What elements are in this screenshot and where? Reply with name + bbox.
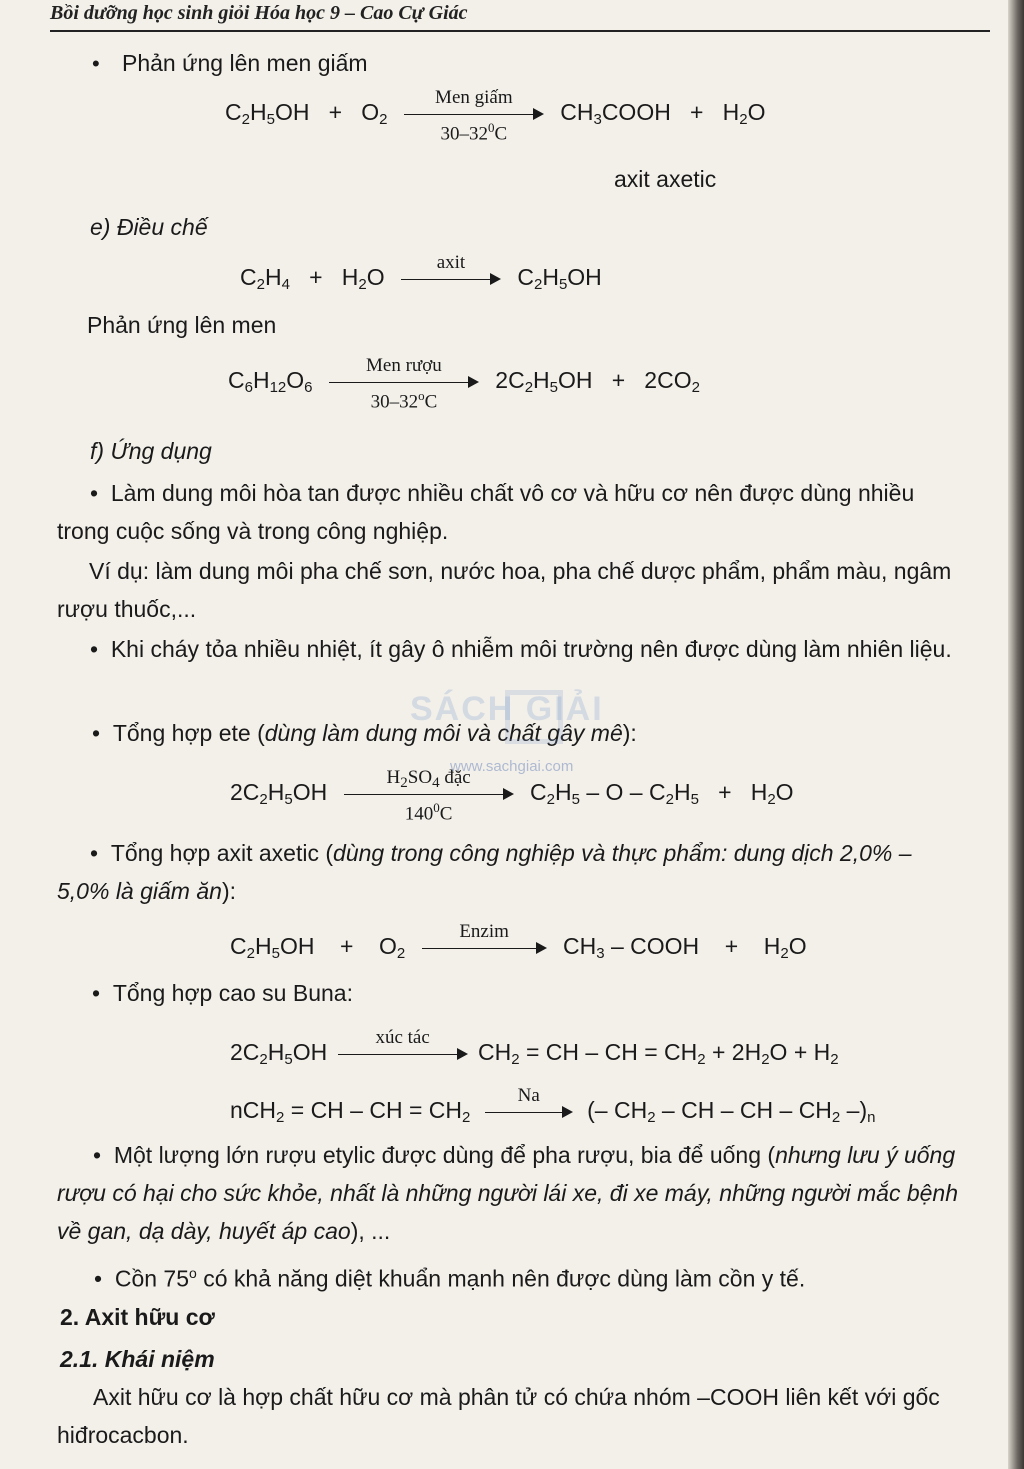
bullet-ete: • Tổng hợp ete (dùng làm dung môi và chất gây mê):	[92, 720, 637, 746]
note-axit-axetic: axit axetic	[614, 166, 717, 192]
bullet-dung-moi: • Làm dung môi hòa tan được nhiều chất vô cơ và hữu cơ nên được dùng nhiều trong cuộc sống và trong công nghiệp.	[57, 480, 915, 544]
heading-axit-huu-co: 2. Axit hữu cơ	[60, 1304, 215, 1330]
reaction-arrow: axit	[401, 259, 501, 299]
text-khai-niem: Axit hữu cơ là hợp chất hữu cơ mà phân tử có chứa nhóm –COOH liên kết với gốc hiđrocacbon.	[57, 1384, 940, 1448]
bullet-cao-su: • Tổng hợp cao su Buna:	[92, 980, 353, 1006]
equation-len-men: $C_6H_{12}O_6$ Men rượu 30–32$^o$C $2C_2H_5OH$ + $2CO_2$	[228, 354, 700, 413]
reaction-arrow: $H_2SO_4$ đặc $140^0C$	[344, 774, 514, 814]
equation-men-giam: $C_2H_5OH$ + $O_2$ Men giấm $30-32^0C$ $CH_3COOH$ + $H_2O$	[225, 86, 766, 145]
reaction-arrow: Men rượu 30–32$^o$C	[329, 362, 479, 402]
reaction-arrow: xúc tác	[338, 1034, 468, 1074]
heading-dieu-che: e) Điều chế	[90, 214, 208, 240]
header-title: Bồi dưỡng học sinh giỏi Hóa học 9 – Cao Cự Giác	[50, 2, 468, 24]
bullet-nhien-lieu: • Khi cháy tỏa nhiều nhiệt, ít gây ô nhiễm môi trường nên được dùng làm nhiên liệu.	[90, 636, 952, 662]
watermark: SÁCH GIẢI www.sachgiai.com	[410, 690, 604, 775]
page-header	[50, 0, 990, 32]
text-len-men: Phản ứng lên men	[87, 312, 277, 338]
reaction-arrow: Enzim	[422, 928, 547, 968]
reaction-arrow: Men giấm $30-32^0C$	[404, 94, 544, 134]
equation-buna-2: nCH$_2$ = CH – CH = $CH_2$ Na (– $CH_2$ – CH – CH – $CH_2$ $-)_n$	[230, 1090, 875, 1138]
bullet-ruou-bia: • Một lượng lớn rượu etylic được dùng để pha rượu, bia để uống (nhưng lưu ý uống rượu có hại cho sức khỏe, nhất là những người lái xe, đi xe máy, những người mắc bệnh về gan, dạ dày, huyết áp cao), ...	[57, 1142, 958, 1244]
equation-buna-1: $2C_2H_5OH$ xúc tác $CH_2$ = CH – CH = $CH_2 + 2H_2O + H_2$	[230, 1032, 839, 1080]
page-edge	[1008, 0, 1024, 1469]
equation-dieu-che: $C_2H_4$ + $H_2O$ axit $C_2H_5OH$	[240, 257, 602, 305]
heading-khai-niem: 2.1. Khái niệm	[60, 1346, 215, 1372]
text-vi-du: Ví dụ: làm dung môi pha chế sơn, nước hoa, pha chế dược phẩm, phẩm màu, ngâm rượu thuốc,...	[57, 558, 952, 622]
equation-enzim: $C_2H_5OH$ + $O_2$ Enzim $CH_3$ – COOH + $H_2O$	[230, 926, 807, 974]
equation-ete: $2C_2H_5OH$ $H_2SO_4$ đặc $140^0C$ $C_2H_5$ – O – $C_2H_5$ + $H_2O$	[230, 766, 794, 825]
bullet-con-y-te: • Cồn 75$^o$ có khả năng diệt khuẩn mạnh nên được dùng làm cồn y tế.	[94, 1265, 806, 1292]
bullet-axit-axetic: • Tổng hợp axit axetic (dùng trong công nghiệp và thực phẩm: dung dịch 2,0% – 5,0% là giấm ăn):	[57, 840, 912, 904]
bullet-men-giam: • Phản ứng lên men giấm	[92, 44, 368, 83]
heading-ung-dung: f) Ứng dụng	[90, 438, 212, 464]
reaction-arrow: Na	[485, 1092, 573, 1132]
